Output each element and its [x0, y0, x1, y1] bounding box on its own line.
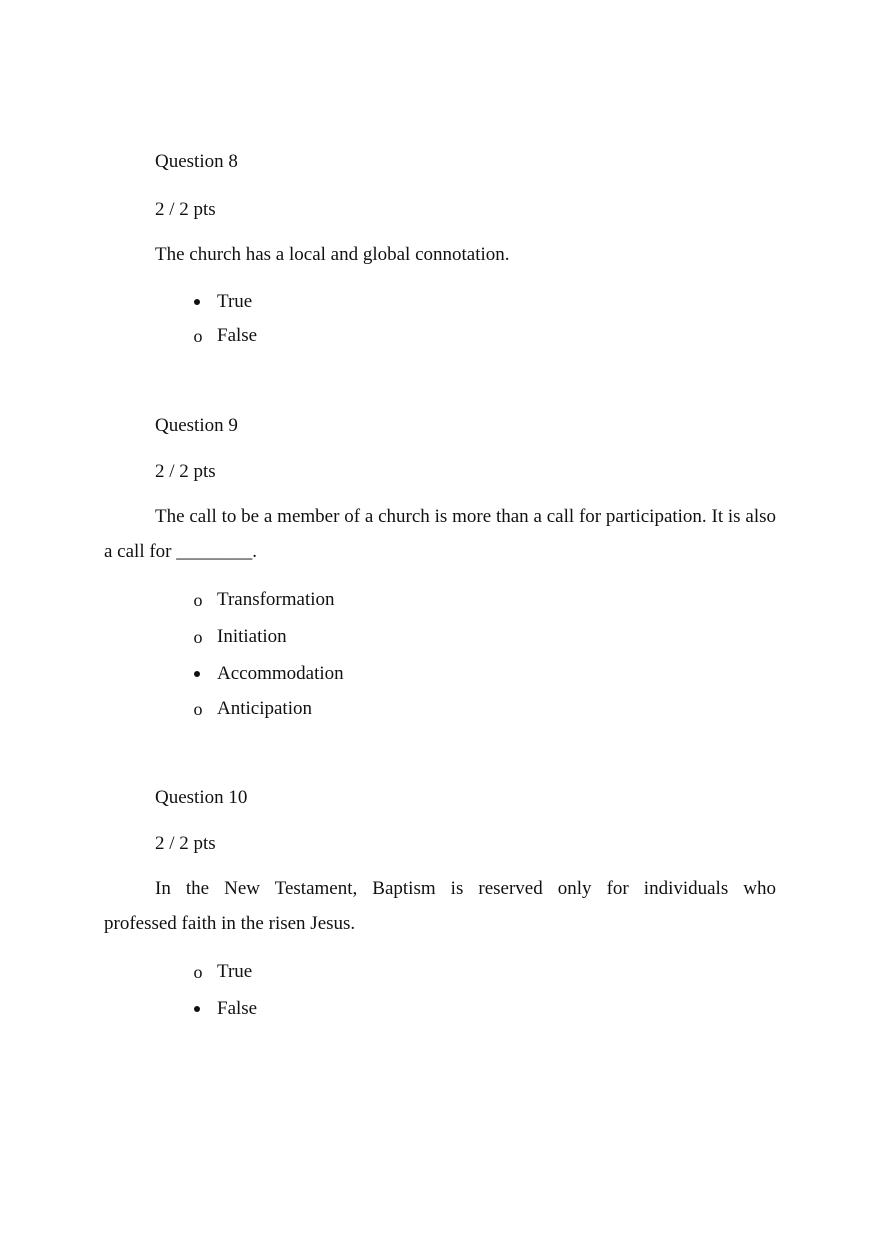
- question-points: 2 / 2 pts: [155, 199, 216, 220]
- unselected-circle-icon: [190, 698, 206, 721]
- question-title: Question 9: [155, 415, 238, 436]
- question-text-line-1: In the New Testament, Baptism is reserved only for individuals who: [155, 878, 776, 899]
- unselected-circle-icon: [190, 961, 206, 984]
- question-text-line-2: professed faith in the risen Jesus.: [104, 913, 356, 934]
- question-points: 2 / 2 pts: [155, 833, 216, 854]
- option-label: True: [217, 961, 253, 982]
- option-label: False: [217, 998, 258, 1019]
- option-label: Transformation: [217, 589, 335, 610]
- unselected-circle-icon: [190, 626, 206, 649]
- question-points: 2 / 2 pts: [155, 461, 216, 482]
- option-label: True: [217, 291, 253, 312]
- option-label: Anticipation: [217, 698, 312, 719]
- option-label: Accommodation: [217, 663, 344, 684]
- question-text: The call to be a member of a church is more than a call for participation. It is also a call for ________.: [104, 506, 776, 562]
- option-label: False: [217, 325, 258, 346]
- option-label: Initiation: [217, 626, 287, 647]
- question-title: Question 10: [155, 787, 248, 808]
- unselected-circle-icon: [190, 589, 206, 612]
- question-title: Question 8: [155, 151, 238, 172]
- unselected-circle-icon: [190, 325, 206, 348]
- question-text: The church has a local and global connotation.: [155, 244, 510, 265]
